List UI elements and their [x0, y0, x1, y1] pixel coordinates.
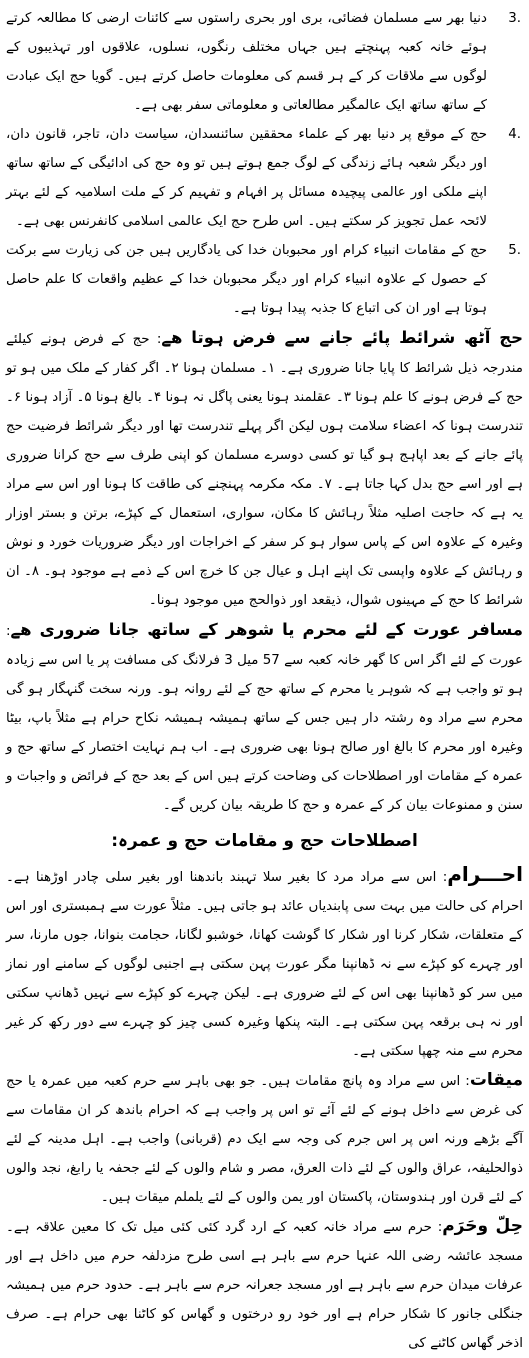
term-text: : اس سے مراد وہ پانچ مقامات ہیں۔ جو بھی باہر سے حرم کعبہ میں عمرہ یا حج کی غرض سے داخل ہونے کے لئے آئے تو اس پر واجب ہے کہ احرام باندھ کر ان مقامات سے آگے بڑھے ورنہ اس پر اس جرم کی وجہ سے ایک دم (قربانی) واجب ہے۔ اہل مدینہ کے لئے ذوالحلیفہ، عراق والوں کے لئے ذات العرق، مصر و شام والوں کے لئے جحفہ یا رابغ، نجد والوں کے لئے قرن اور ہندوستان، پاکستان اور یمن والوں کے لئے یلملم میقات ہیں۔ — [6, 1074, 523, 1205]
term-text: : حرم سے مراد خانہ کعبہ کے ارد گرد کئی کئی میل تک کا معین علاقہ ہے۔ مسجد عائشہ رضی اللہ عنہا حرم سے باہر ہے اسی طرح مزدلفہ حرم میں داخل ہے اور عرفات میدان حرم سے باہر ہے اور مسجد جعرانہ حرم سے باہر ہے۔ حدود حرم میں ہمیشہ جنگلی جانور کا شکار حرام ہے اور خود رو درختوں و گھاس کو کاٹنا بھی حرام ہے۔ صرف اذخر گھاس کاٹنے کی — [6, 1220, 523, 1351]
item-number: .5 — [508, 243, 521, 258]
women-paragraph — [6, 615, 523, 820]
benefit-item-5 — [6, 236, 523, 323]
document-page — [6, 4, 523, 1351]
benefit-item-3 — [6, 4, 523, 120]
term-label: احـــرام — [447, 862, 523, 886]
item-text: حج کے مقامات انبیاء کرام اور محبوبان خدا کی یادگاریں ہیں جن کی زیارت سے برکت کے حصول کے علاوہ انبیاء کرام اور دیگر محبوبان خدا کے عظیم واقعات کا علم حاصل ہوتا ہے اور ان کی اتباع کا جذبہ پیدا ہوتا ہے۔ — [6, 243, 487, 316]
term-miqat — [6, 1066, 523, 1212]
term-label: میقات — [469, 1070, 523, 1090]
section-title: اصطلاحات حج و مقامات حج و عمرہ: — [111, 831, 418, 851]
item-text: دنیا بھر سے مسلمان فضائی، بری اور بحری راستوں سے کائنات ارضی کا مطالعہ کرتے ہوئے خانہ کعبہ پہنچتے ہیں جہاں مختلف رنگوں، نسلوں، علاقوں اور تہذیبوں کے لوگوں سے ملاقات کر کے ہر قسم کی معلومات حاصل کرتے ہیں۔ گویا حج ایک عبادت کے ساتھ ساتھ ایک عالمگیر مطالعاتی و معلوماتی سفر بھی ہے۔ — [6, 11, 487, 113]
women-text: : عورت کے لئے اگر اس کا گھر خانہ کعبہ سے 57 میل 3 فرلانگ کی مسافت پر یا اس سے زیادہ ہو تو واجب ہے کہ شوہر یا محرم کے ساتھ حج کے لئے روانہ ہو۔ ورنہ سخت گنہگار ہو گی محرم سے مراد وہ رشتہ دار ہیں جس کے ساتھ ہمیشہ ہمیشہ نکاح حرام ہے مثلاً باپ، بیٹا وغیرہ اور محرم کا بالغ اور صالح ہونا بھی ضروری ہے۔ اب ہم نہایت اختصار کے ساتھ حج و عمرہ کے مقامات اور اصطلاحات کی وضاحت کرتے ہیں اس کے بعد حج کے فرائض و واجبات و سنن و ممنوعات بیان کر کے عمرہ و حج کا طریقہ بیان کریں گے۔ — [6, 624, 523, 813]
item-text: حج کے موقع پر دنیا بھر کے علماء محققین سائنسدان، سیاست دان، تاجر، قانون دان، اور دیگر شعبہ ہائے زندگی کے لوگ جمع ہوتے ہیں تو وہ حج کی ادائیگی کے ساتھ ساتھ اپنے ملکی اور عالمی پیچیدہ مسائل پر افہام و تفہیم کر کے ملت اسلامیہ کے لئے بہتر لائحہ عمل تجویز کر سکتے ہیں۔ اس طرح حج ایک عالمی اسلامی کانفرنس بھی ہے۔ — [6, 127, 487, 229]
benefit-item-4 — [6, 120, 523, 236]
term-hill-haram — [6, 1212, 523, 1358]
conditions-paragraph — [6, 323, 523, 615]
conditions-heading: حج آٹھ شرائط پائے جانے سے فرض ہوتا ھے — [161, 328, 523, 347]
conditions-text: : حج کے فرض ہونے کیلئے مندرجہ ذیل شرائط کا پایا جانا ضروری ہے۔ ۱۔ مسلمان ہونا ۲۔ اگر کفار کے ملک میں ہو تو حج کے فرض ہونے کا علم ہونا ۳۔ عقلمند ہونا یعنی پاگل نہ ہونا ۴۔ بالغ ہونا ۵۔ آزاد ہونا ۶۔ تندرست ہونا کہ اعضاء سلامت ہوں لیکن اگر پہلے تندرست تھا اور دیگر شرائط فرضیت حج پائے جانے کے بعد اپاہج ہو گیا تو کسی دوسرے مسلمان کو اپنی طرف سے حج کرانا ضروری ہے اور اسے حج بدل کہا جاتا ہے۔ ۷۔ مکہ مکرمہ پہنچنے کی طاقت کا ہونا اور اس سے مراد یہ ہے کہ حاجت اصلیہ مثلاً رہائش کا مکان، سواری، استعمال کے کپڑے، برتن و بستر اوزار وغیرہ کے علاوہ اس کے پاس سوار ہو کر سفر کے اخراجات اور دیگر ضروریات خورد و نوش و رہائش کے علاوہ واپسی تک اپنے اہل و عیال جن کا خرچ اس کے ذمے ہے موجود ہو۔ ۸۔ ان شرائط کا حج کے مہینوں شوال، ذیقعد اور ذوالحج میں موجود ہونا۔ — [6, 332, 523, 608]
item-number: .4 — [508, 127, 521, 142]
term-ihram — [6, 860, 523, 1066]
term-text: : اس سے مراد مرد کا بغیر سلا تہبند باندھنا اور بغیر سلی چادر اوڑھنا ہے۔ احرام کی حالت میں بہت سی پابندیاں عائد ہو جاتی ہیں۔ مثلاً عورت سے ہمبستری اور اس کے متعلقات، شکار کرنا اور شکار کا گوشت کھانا، خوشبو لگانا، حجامت بنوانا، جوں مارنا، سر اور چہرے کو کپڑے سے نہ ڈھانپنا مگر عورت پہن سکتی ہے اجنبی لوگوں کے سامنے اور نماز میں سر کو ڈھانپنا بھی اس کے لئے ضروری ہے۔ لیکن چہرے کو کپڑے سے نہیں ڈھانپ سکتی اور نہ ہی برقعہ پہن سکتی ہے۔ البتہ پنکھا وغیرہ کسی چیز کو چہرے سے دور رکھ کر غیر محرم سے منہ چھپا سکتی ہے۔ — [6, 870, 523, 1059]
item-number: .3 — [508, 11, 521, 26]
term-label: حِلّ وحَرَم — [442, 1216, 523, 1236]
women-heading: مسافر عورت کے لئے محرم یا شوھر کے ساتھ جانا ضروری ھے — [10, 620, 523, 639]
